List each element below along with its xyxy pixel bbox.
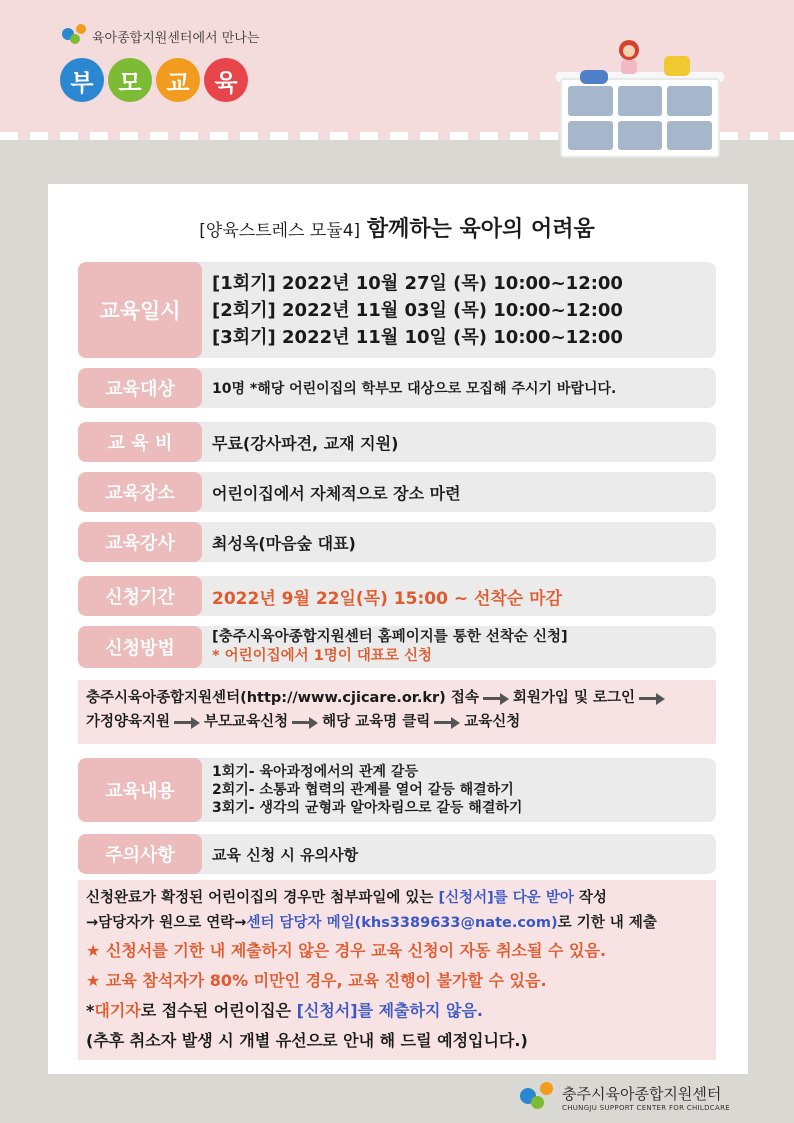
- page-title: [60, 58, 248, 102]
- place-value: 어린이집에서 자체적으로 장소 마련: [196, 472, 716, 512]
- session-1: [1회기] 2022년 10월 27일 (목) 10:00~12:00: [212, 272, 623, 294]
- row-label: 교육장소: [78, 472, 202, 512]
- row-label: 교육강사: [78, 522, 202, 562]
- toy-car-icon: [580, 70, 608, 84]
- title-char: 교: [156, 58, 200, 102]
- footer-org-english: CHUNGJU SUPPORT CENTER FOR CHILDCARE: [562, 1103, 730, 1112]
- notice-highlight: [신청서]를 제출하지 않음.: [296, 1001, 483, 1020]
- row-label: 신청기간: [78, 576, 202, 616]
- course-title: 함께하는 육아의 어려움: [366, 217, 595, 242]
- toy-phone-icon: [664, 56, 690, 76]
- row-label: 신청방법: [78, 626, 202, 668]
- footer-org-name: 충주시육아종합지원센터: [562, 1084, 722, 1103]
- session-2: [2회기] 2022년 11월 03일 (목) 10:00~12:00: [212, 299, 623, 321]
- row-target: [78, 368, 716, 408]
- notice-warning: 신청서를 기한 내 제출하지 않은 경우 교육 신청이 자동 취소될 수 있음.: [105, 941, 607, 960]
- title-char: 부: [60, 58, 104, 102]
- content-value: [196, 758, 716, 822]
- row-caution: [78, 834, 716, 874]
- row-label: 교육대상: [78, 368, 202, 408]
- center-logo-icon: [62, 24, 88, 48]
- apply-flow: [78, 680, 716, 744]
- row-label: 교육내용: [78, 758, 202, 822]
- row-schedule: [78, 262, 716, 358]
- row-content: [78, 758, 716, 822]
- notice-text: (추후 취소자 발생 시 개별 유선으로 안내 해 드릴 예정입니다.): [86, 1031, 528, 1050]
- fee-value: 무료(강사파견, 교재 지원): [196, 422, 716, 462]
- method-line-1: [충주시육아종합지원센터 홈페이지를 통한 선착순 신청]: [212, 629, 568, 645]
- flow-step: 교육신청: [464, 714, 521, 730]
- arrow-right-icon: [483, 693, 509, 703]
- arrow-right-icon: [292, 717, 318, 727]
- method-line-2: * 어린이집에서 1명이 대표로 신청: [212, 648, 432, 664]
- arrow-right-icon: [639, 693, 665, 703]
- content-line: 2회기- 소통과 협력의 관계를 열어 갈등 해결하기: [212, 782, 514, 798]
- flow-step: 회원가입 및 로그인: [512, 690, 636, 706]
- notice-box: [78, 880, 716, 1060]
- flow-step: 부모교육신청: [204, 714, 289, 730]
- content-line: 1회기- 육아과정에서의 관계 갈등: [212, 764, 418, 780]
- notice-warning: 교육 참석자가 80% 미만인 경우, 교육 진행이 불가할 수 있음.: [105, 971, 547, 990]
- session-3: [3회기] 2022년 11월 10일 (목) 10:00~12:00: [212, 326, 623, 348]
- notice-text: 로 접수된 어린이집은: [140, 1001, 297, 1020]
- flow-step: 가정양육지원: [86, 714, 171, 730]
- center-logo-icon: [520, 1082, 556, 1112]
- period-value: 2022년 9월 22일(목) 15:00 ~ 선착순 마감: [196, 576, 716, 616]
- content-line: 3회기- 생각의 균형과 알아차림으로 갈등 해결하기: [212, 800, 523, 816]
- flow-step: 충주시육아종합지원센터(http://www.cjicare.or.kr) 접속: [86, 690, 479, 706]
- notice-text: →담당자가 원으로 연락→: [86, 915, 247, 931]
- header-tagline: 육아종합지원센터에서 만나는: [92, 30, 260, 46]
- notice-highlight: 대기자: [94, 1001, 141, 1020]
- row-period: [78, 576, 716, 616]
- notice-text: 작성: [573, 890, 607, 906]
- notice-text: 로 기한 내 제출: [557, 915, 657, 931]
- center-logo: [62, 24, 259, 48]
- arrow-right-icon: [174, 717, 200, 727]
- notice-text: *: [86, 1001, 95, 1020]
- doll-icon: [612, 38, 646, 76]
- toy-shelf-illustration: [560, 78, 720, 158]
- target-value: 10명 *해당 어린이집의 학부모 대상으로 모집해 주시기 바랍니다.: [196, 368, 716, 408]
- row-label: 교 육 비: [78, 422, 202, 462]
- notice-highlight: [신청서]를 다운 받아: [438, 890, 574, 906]
- title-char: 모: [108, 58, 152, 102]
- star-icon: ★: [86, 971, 101, 990]
- method-value: [196, 626, 716, 668]
- course-heading: [0, 212, 794, 243]
- arrow-right-icon: [434, 717, 460, 727]
- footer-logo: [520, 1082, 730, 1112]
- row-label: 주의사항: [78, 834, 202, 874]
- flow-step: 해당 교육명 클릭: [322, 714, 431, 730]
- lecturer-value: 최성옥(마음숲 대표): [196, 522, 716, 562]
- caution-value: 교육 신청 시 유의사항: [196, 834, 716, 874]
- row-method: [78, 626, 716, 668]
- schedule-value: [196, 262, 716, 358]
- star-icon: ★: [86, 941, 101, 960]
- row-fee: [78, 422, 716, 462]
- contact-email: 센터 담당자 메일(khs3389633@nate.com): [246, 915, 558, 931]
- row-label: 교육일시: [78, 262, 202, 358]
- title-char: 육: [204, 58, 248, 102]
- row-lecturer: [78, 522, 716, 562]
- module-label: [양육스트레스 모듈4]: [199, 221, 361, 241]
- notice-text: 신청완료가 확정된 어린이집의 경우만 첨부파일에 있는: [86, 890, 439, 906]
- row-place: [78, 472, 716, 512]
